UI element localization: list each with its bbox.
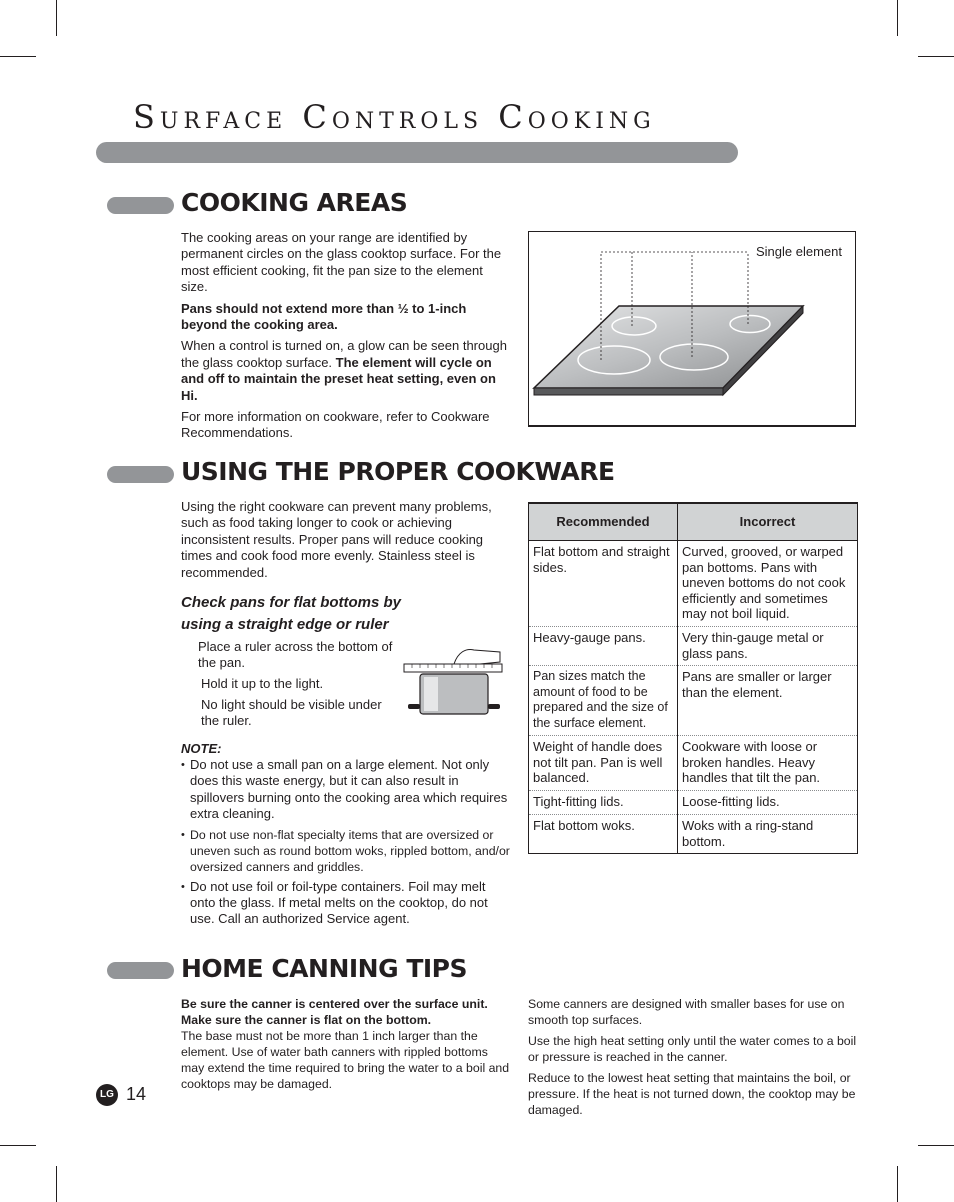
section-marker [107,197,174,214]
cookware-table [528,502,858,854]
table-cell: Flat bottom woks. [529,814,678,853]
lg-logo: LG [96,1084,118,1106]
check-step: Hold it up to the light. [201,676,324,691]
table-cell: Weight of handle does not tilt pan. Pan is well balanced. [529,736,678,791]
paragraph [181,338,511,404]
note-item: • Do not use a small pan on a large element. Not only does this waste energy, but it can also result in spillovers burning onto the cooking area which requires extra cleaning. [181,757,511,823]
note-heading: NOTE: [181,741,222,756]
section-marker [107,466,174,483]
crop-mark [0,1145,36,1146]
section-heading-cooking-areas: COOKING AREAS [181,188,408,217]
paragraph: Some canners are designed with smaller bases for use on smooth top surfaces. [528,997,845,1027]
crop-mark [918,1145,954,1146]
check-step: Place a ruler across the bottom of the pan. [198,639,393,671]
table-row [529,666,858,736]
text-bold: The element will cycle on and off to maintain the preset heat setting, even on Hi. [181,354,496,403]
crop-mark [918,56,954,57]
column-header: Incorrect [678,503,858,541]
table-cell: Woks with a ring-stand bottom. [678,814,858,853]
crop-mark [56,1166,57,1202]
paragraph: The cooking areas on your range are identified by permanent circles on the glass cooktop surface. For the most efficient cooking, fit the pan size to the element size. [181,230,502,295]
section-marker [107,962,174,979]
table-row [529,541,858,627]
paragraph-bold: Pans should not extend more than ½ to 1-inch beyond the cooking area. [181,300,467,333]
page-title: Surface Controls Cooking [133,98,656,136]
cooking-areas-text [181,230,511,447]
check-heading-line: using a straight edge or ruler [181,616,389,633]
paragraph: Reduce to the lowest heat setting that maintains the boil, or pressure. If the heat is not turned down, the cooktop may be damaged. [528,1071,856,1117]
crop-mark [897,0,898,36]
table-cell: Very thin-gauge metal or glass pans. [678,627,858,666]
figure-label: Single element [756,244,842,259]
pan-ruler-illustration [402,642,506,718]
section-heading-cookware: USING THE PROPER COOKWARE [181,457,615,486]
table-cell: Pans are smaller or larger than the element. [678,666,858,736]
crop-mark [56,0,57,36]
table-row [529,736,858,791]
table-cell: Tight-fitting lids. [529,790,678,814]
table-cell: Heavy-gauge pans. [529,627,678,666]
check-step: No light should be visible under the ruler. [201,697,382,729]
table-cell: Loose-fitting lids. [678,790,858,814]
canning-left-paragraph: The base must not be more than 1 inch larger than the element. Use of water bath canners with rippled bottoms may extend the time required to bring the water to a boil and cooktops may be damaged. [181,1029,510,1091]
text-normal: When a control is turned on, a glow can be seen through the glass cooktop surface. [181,338,507,370]
table-cell: Pan sizes match the amount of food to be prepared and the size of the surface element. [529,666,678,736]
title-bar [96,142,738,163]
note-item: • Do not use non-flat specialty items that are oversized or uneven such as round bottom woks, rippled bottom, and/or oversized canners and griddles. [181,827,511,875]
crop-mark [0,56,36,57]
paragraph: For more information on cookware, refer to Cookware Recommendations. [181,409,490,441]
note-list [181,757,511,932]
table-cell: Flat bottom and straight sides. [529,541,678,627]
canning-left-text [181,996,511,1092]
table-row [529,790,858,814]
table-cell: Cookware with loose or broken handles. Heavy handles that tilt the pan. [678,736,858,791]
note-item: • Do not use foil or foil-type containers. Foil may melt onto the glass. If metal melts on the cooktop, do not use. Call an authorized Service agent. [181,879,511,928]
cooktop-illustration [529,232,855,426]
paragraph: Use the high heat setting only until the water comes to a boil or pressure is reached in the canner. [528,1034,857,1064]
cookware-intro: Using the right cookware can prevent many problems, such as food taking longer to cook or achieving inconsistent results. Proper pans will reduce cooking times and cook food more evenly. Stainless steel is recommended. [181,499,492,580]
table-header-row [529,503,858,541]
check-heading [181,592,401,636]
table-row [529,814,858,853]
table-row [529,627,858,666]
column-header: Recommended [529,503,678,541]
cooktop-figure [528,231,856,427]
check-heading-line: Check pans for flat bottoms by [181,594,402,611]
section-heading-canning: HOME CANNING TIPS [181,954,468,983]
crop-mark [897,1166,898,1202]
table-cell: Curved, grooved, or warped pan bottoms. Pans with uneven bottoms do not cook efficiently and sometimes may not boil liquid. [678,541,858,627]
canning-right-text [528,996,858,1123]
page-number: 14 [126,1084,147,1104]
canning-bold-lead: Be sure the canner is centered over the surface unit. Make sure the canner is flat on the bottom. [181,997,488,1027]
